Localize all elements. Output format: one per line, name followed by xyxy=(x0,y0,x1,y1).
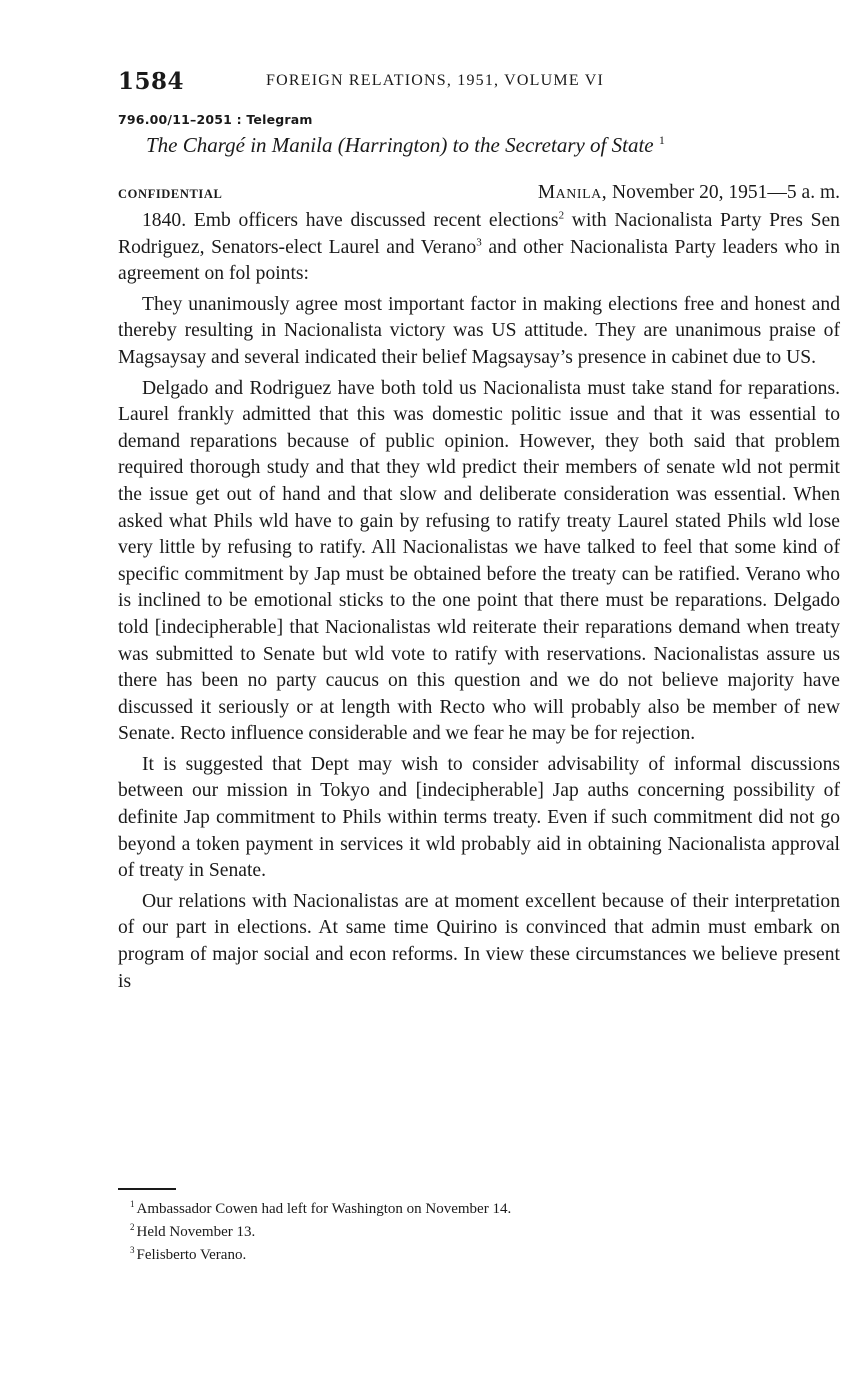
running-head xyxy=(118,62,840,102)
footnote xyxy=(130,1218,830,1241)
footnote xyxy=(130,1195,830,1218)
paragraph: Delgado and Rodriguez have both told us Nacionalista must take stand for reparations. Laurel frankly admitted that this was domestic politic issue and that it was essential to demand reparations because of public opinion. However, they both said that problem required thorough study and that they wld predict their members of senate wld not permit the issue get out of hand and that slow and deliberate consideration was essential. When asked what Phils wld have to gain by refusing to ratify treaty Laurel stated Phils wld lose very little by refusing to ratify. All Nacionalistas we have talked to feel that some kind of specific commitment by Jap must be obtained before the treaty can be ratified. Verano who is inclined to be emotional sticks to the one point that there must be reparations. Delgado told [indecipherable] that Nacionalistas wld reiterate their reparations demand when treaty was submitted to Senate but wld vote to ratify with reservations. Nacionalistas assure us there has been no party caucus on this question and we do not believe majority have discussed it seriously or at length with Recto who will probably also be member of new Senate. Recto influence considerable and we fear he may be for rejection. xyxy=(118,377,840,745)
page-number: 1584 xyxy=(118,68,185,95)
paragraph: Our relations with Nacionalistas are at moment excellent because of their interpretation of our part in elections. At same time Quirino is convinced that admin must embark on program of major social and econ reforms. In view these circumstances we believe present is xyxy=(118,890,840,992)
paragraph: They unanimously agree most important factor in making elections free and honest and thereby resulting in Nacionalista victory was US attitude. They are unanimous praise of Magsaysay and several indicated their belief Magsaysay’s presence in cabinet due to US. xyxy=(118,293,840,368)
dateline-date: November 20, 1951—5 a. m. xyxy=(611,182,840,203)
classification-label: CONFIDENTIAL xyxy=(118,187,223,201)
footnote-text: Felisberto Verano. xyxy=(136,1247,247,1263)
footnote-divider xyxy=(118,1188,176,1190)
dateline-place: Manila, xyxy=(537,182,608,203)
document-title xyxy=(146,133,840,158)
footnote-mark: 1 xyxy=(130,1199,135,1209)
footnote-marker: 2 xyxy=(558,209,565,222)
document-title-text: The Chargé in Manila (Harrington) to the Secretary of State xyxy=(146,133,654,157)
paragraph-text: 1840. Emb officers have discussed recent elections xyxy=(142,210,559,231)
dateline-row xyxy=(118,182,840,204)
document-page xyxy=(118,62,840,999)
footnote-text: Ambassador Cowen had left for Washington on November 14. xyxy=(136,1201,512,1217)
footnote-marker: 3 xyxy=(476,236,482,249)
title-footnote-marker: 1 xyxy=(658,133,665,147)
footnote-text: Held November 13. xyxy=(136,1224,256,1240)
footnotes xyxy=(130,1195,830,1264)
dateline xyxy=(538,182,840,204)
paragraph: It is suggested that Dept may wish to consider advisability of informal discussions between our mission in Tokyo and [indecipherable] Jap auths concerning possibility of definite Jap commitment to Phils within terms treaty. Even if such commitment did not go beyond a token payment in services it wld probably aid in obtaining Nacionalista approval of treaty in Senate. xyxy=(118,753,840,882)
paragraph-text: with Nacionalista Party Pres Sen Rodriguez, Senators-elect Laurel and Verano xyxy=(118,210,840,258)
file-reference: 796.00/11–2051 : Telegram xyxy=(118,112,313,127)
footnote xyxy=(130,1241,830,1264)
paragraph xyxy=(118,208,840,288)
footnote-mark: 2 xyxy=(130,1222,135,1232)
paragraph-text: and other Nacionalista Party leaders who in agreement on fol points: xyxy=(118,236,840,285)
running-head-title: FOREIGN RELATIONS, 1951, VOLUME VI xyxy=(266,72,604,89)
telegram-body xyxy=(118,208,840,995)
footnote-mark: 3 xyxy=(130,1245,135,1255)
